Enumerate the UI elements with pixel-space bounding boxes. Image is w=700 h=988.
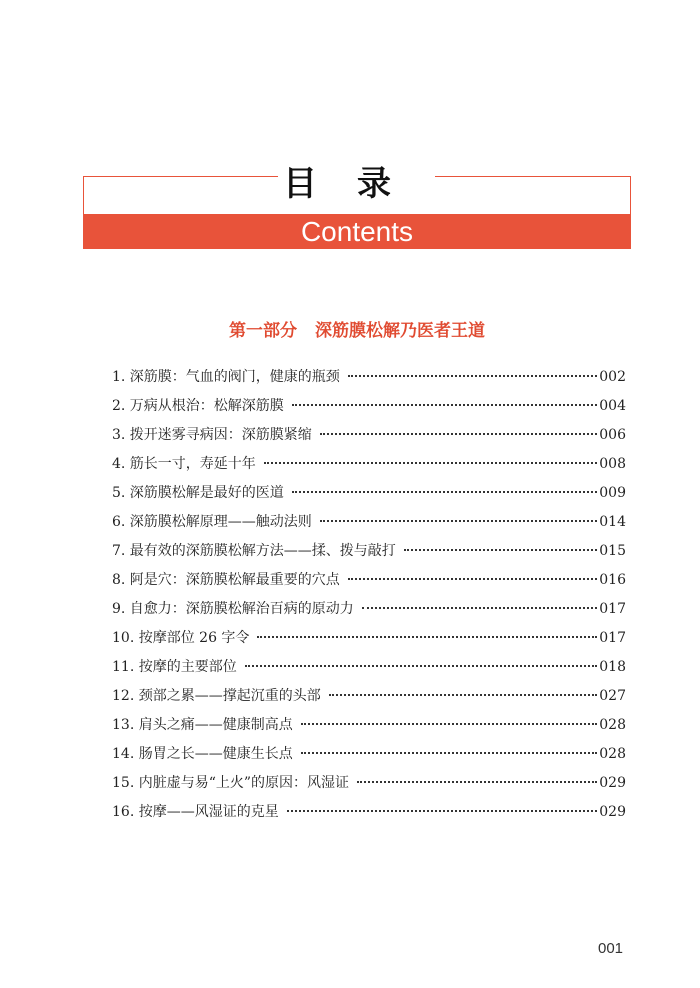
toc-entry[interactable] — [112, 424, 626, 444]
entry-title: 13. 肩头之痛——健康制高点 — [112, 717, 293, 733]
entry-page: 027 — [599, 688, 626, 704]
dot-leader — [287, 810, 598, 812]
dot-leader — [320, 433, 597, 435]
dot-leader — [357, 781, 597, 783]
toc-entry[interactable] — [112, 569, 626, 589]
dot-leader — [362, 607, 597, 609]
toc-entry[interactable] — [112, 714, 626, 734]
section-heading — [0, 316, 700, 341]
entry-page: 017 — [599, 630, 626, 646]
entry-title: 7. 最有效的深筋膜松解方法——揉、拨与敲打 — [112, 543, 396, 559]
dot-leader — [348, 578, 597, 580]
toc-entry[interactable] — [112, 366, 626, 386]
dot-leader — [348, 375, 597, 377]
page-number: 001 — [598, 940, 624, 957]
toc-entry[interactable] — [112, 511, 626, 531]
toc-entry[interactable] — [112, 598, 626, 618]
entry-page: 016 — [599, 572, 626, 588]
entry-title: 15. 内脏虚与易“上火”的原因：风湿证 — [112, 775, 350, 791]
entry-page: 029 — [599, 775, 626, 791]
dot-leader — [264, 462, 597, 464]
toc-entry[interactable] — [112, 395, 626, 415]
entry-page: 002 — [599, 369, 626, 385]
page-title: 目录 — [283, 164, 431, 204]
toc-entry[interactable] — [112, 656, 626, 676]
entry-title: 9. 自愈力：深筋膜松解治百病的原动力 — [112, 601, 354, 617]
entry-title: 4. 筋长一寸，寿延十年 — [112, 456, 256, 472]
entry-title: 10. 按摩部位 26 字令 — [112, 630, 250, 646]
toc-entry[interactable] — [112, 801, 626, 821]
entry-page: 006 — [599, 427, 626, 443]
entry-page: 028 — [599, 717, 626, 733]
dot-leader — [329, 694, 598, 696]
entry-title: 8. 阿是穴：深筋膜松解最重要的穴点 — [112, 572, 340, 588]
toc-entry[interactable] — [112, 482, 626, 502]
entry-title: 6. 深筋膜松解原理——触动法则 — [112, 514, 312, 530]
entry-page: 017 — [599, 601, 626, 617]
toc-entry[interactable] — [112, 453, 626, 473]
toc-entry[interactable] — [112, 540, 626, 560]
toc-entry[interactable] — [112, 627, 626, 647]
contents-banner: Contents — [83, 214, 631, 249]
entry-page: 008 — [599, 456, 626, 472]
dot-leader — [301, 752, 598, 754]
dot-leader — [292, 491, 597, 493]
dot-leader — [301, 723, 598, 725]
entry-title: 11. 按摩的主要部位 — [112, 659, 237, 675]
entry-title: 5. 深筋膜松解是最好的医道 — [112, 485, 284, 501]
dot-leader — [257, 636, 597, 638]
dot-leader — [292, 404, 597, 406]
entry-title: 1. 深筋膜：气血的阀门，健康的瓶颈 — [112, 369, 340, 385]
dot-leader — [404, 549, 597, 551]
entry-page: 004 — [599, 398, 626, 414]
entry-title: 14. 肠胃之长——健康生长点 — [112, 746, 293, 762]
section-title: 深筋膜松解乃医者王道 — [315, 321, 485, 341]
entry-page: 018 — [599, 659, 626, 675]
entry-title: 12. 颈部之累——撑起沉重的头部 — [112, 688, 321, 704]
dot-leader — [320, 520, 597, 522]
toc-entry[interactable] — [112, 772, 626, 792]
toc-entry[interactable] — [112, 685, 626, 705]
dot-leader — [245, 665, 598, 667]
toc-entry[interactable] — [112, 743, 626, 763]
entry-page: 009 — [599, 485, 626, 501]
entry-title: 16. 按摩——风湿证的克星 — [112, 804, 279, 820]
section-label: 第一部分 — [229, 321, 297, 341]
entry-title: 3. 拨开迷雾寻病因：深筋膜紧缩 — [112, 427, 312, 443]
entry-page: 015 — [599, 543, 626, 559]
entry-page: 014 — [599, 514, 626, 530]
entry-title: 2. 万病从根治：松解深筋膜 — [112, 398, 284, 414]
entry-page: 028 — [599, 746, 626, 762]
entry-page: 029 — [599, 804, 626, 820]
